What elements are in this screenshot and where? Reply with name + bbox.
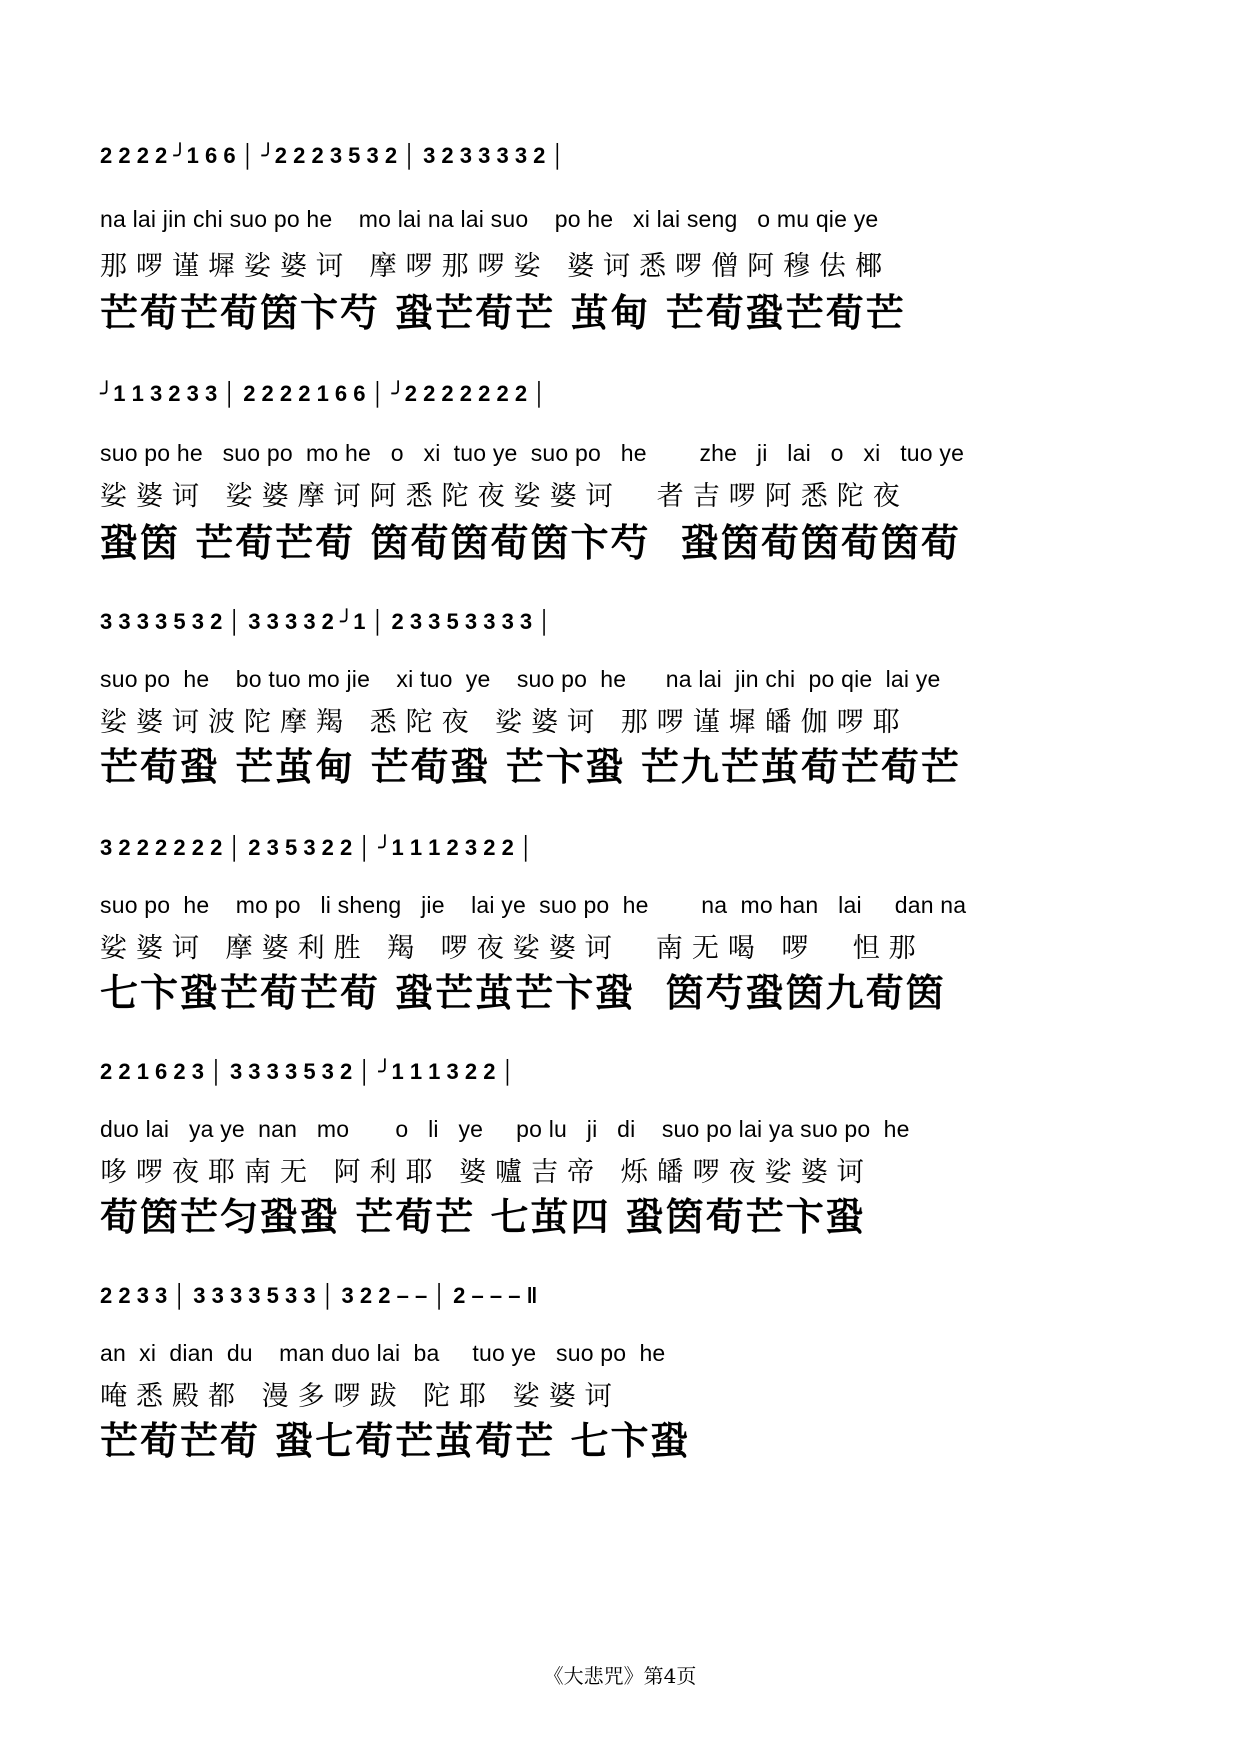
jianpu-notes: 3 2 2 2 2 2 2 │ 2 3 5 3 2 2 │ ╯1 1 1 2 3 2 2 │ (100, 835, 534, 860)
hanzi-line: 哆啰夜耶南无 阿利耶 婆嚧吉帝 烁皤啰夜娑婆诃 (100, 1157, 873, 1188)
hanzi-line: 唵悉殿都 漫多啰跋 陀耶 娑婆诃 (100, 1381, 621, 1412)
guqin-tablature-line: 荀筃芒匀蛩蛩 芒荀芒 七茧四 蛩筃荀芒卞蛩 (100, 1194, 866, 1239)
pinyin-line: an xi dian du man duo lai ba tuo ye suo po he (100, 1340, 666, 1366)
guqin-tablature-line: 芒荀蛩 芒茧甸 芒荀蛩 芒卞蛩 芒九芒茧荀芒荀芒 (100, 744, 961, 789)
pinyin-line: na lai jin chi suo po he mo lai na lai suo po he xi lai seng o mu qie ye (100, 206, 879, 232)
pinyin-line: suo po he mo po li sheng jie lai ye suo po he na mo han lai dan na (100, 892, 967, 918)
guqin-tablature-line: 蛩筃 芒荀芒荀 筃荀筃荀筃卞芍 蛩筃荀筃荀筃荀 (100, 520, 961, 565)
notation-line (100, 1270, 1150, 1330)
notation-line (100, 1046, 1150, 1106)
page-footer: 《大悲咒》第4页 (543, 1664, 697, 1688)
notation-line (100, 130, 1150, 190)
jianpu-notes: 3 3 3 3 5 3 2 │ 3 3 3 3 2 ╯1 │ 2 3 3 5 3 3 3 3 │ (100, 609, 553, 634)
notation-line (100, 596, 1150, 656)
hanzi-line: 娑婆诃 摩婆利胜 羯 啰夜娑婆诃 南无喝 啰 怛那 (100, 933, 925, 964)
guqin-tablature-line: 七卞蛩芒荀芒荀 蛩芒茧芒卞蛩 筃芍蛩筃九荀筃 (100, 970, 946, 1015)
hanzi-line: 娑婆诃 娑婆摩诃阿悉陀夜娑婆诃 者吉啰阿悉陀夜 (100, 481, 909, 512)
hanzi-line: 娑婆诃波陀摩羯 悉陀夜 娑婆诃 那啰谨墀皤伽啰耶 (100, 707, 909, 738)
guqin-tablature-line: 芒荀芒荀筃卞芍 蛩芒荀芒 茧甸 芒荀蛩芒荀芒 (100, 290, 906, 335)
notation-line (100, 822, 1150, 882)
jianpu-notes: ╯1 1 3 2 3 3 │ 2 2 2 2 1 6 6 │ ╯2 2 2 2 2 2 2 │ (100, 381, 547, 406)
pinyin-line: suo po he bo tuo mo jie xi tuo ye suo po he na lai jin chi po qie lai ye (100, 666, 941, 692)
hanzi-line: 那啰谨墀娑婆诃 摩啰那啰娑 婆诃悉啰僧阿穆佉椰 (100, 251, 892, 282)
notation-line (100, 368, 1150, 428)
jianpu-notes: 2 2 1 6 2 3 │ 3 3 3 3 5 3 2 │ ╯1 1 1 3 2 2 │ (100, 1059, 516, 1084)
guqin-tablature-line: 芒荀芒荀 蛩七荀芒茧荀芒 七卞蛩 (100, 1418, 691, 1463)
pinyin-line: duo lai ya ye nan mo o li ye po lu ji di suo po lai ya suo po he (100, 1116, 910, 1142)
jianpu-notes: 2 2 3 3 │ 3 3 3 3 5 3 3 │ 3 2 2 – – │ 2 – – – ‖ (100, 1283, 538, 1308)
jianpu-notes: 2 2 2 2 ╯1 6 6 │ ╯2 2 2 3 5 3 2 │ 3 2 3 3 3 3 2 │ (100, 143, 566, 168)
pinyin-line: suo po he suo po mo he o xi tuo ye suo po he zhe ji lai o xi tuo ye (100, 440, 965, 466)
